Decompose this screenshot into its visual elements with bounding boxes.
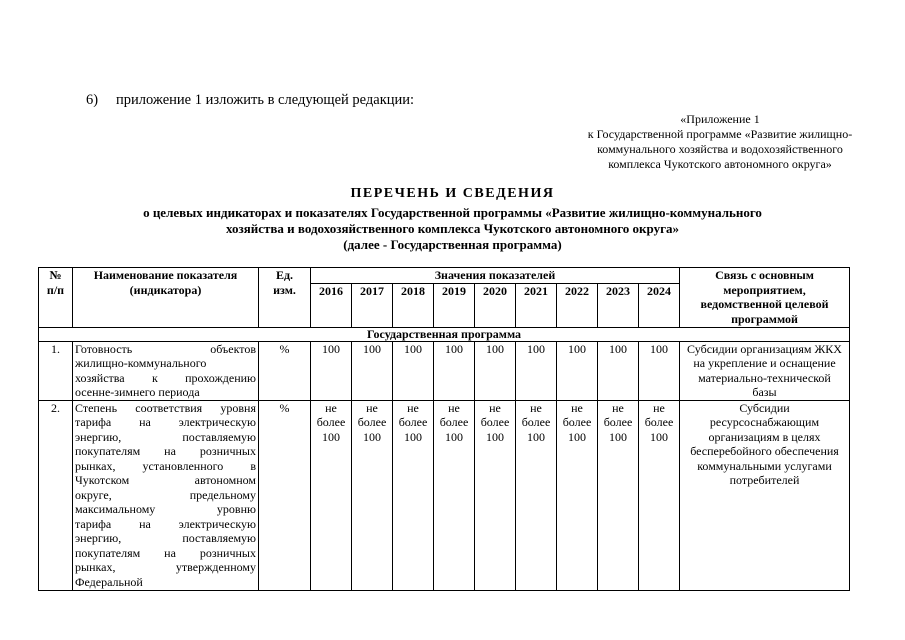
row-name-line: Готовность объектов [75,341,256,356]
row-name-line: тарифа на электрическую [75,516,256,531]
header-year: 2023 [598,283,639,327]
header-link-line: Связь с основным [715,268,814,282]
value-line: более [603,415,633,429]
section-row [39,327,850,341]
section-label: Государственная программа [39,327,850,341]
row-link-line: бесперебойного обеспечения [690,444,839,458]
value-line: более [439,415,469,429]
value-line: 100 [322,429,340,444]
value-line: не [653,400,665,415]
row-num: 1. [39,341,73,400]
row-value: 100 [475,341,516,400]
subtitle-line: хозяйства и водохозяйственного комплекса Чукотского автономного округа» [226,221,679,236]
intro-number: 6) [86,92,99,108]
table-row [39,341,850,400]
table-row [39,400,850,590]
row-link-line: ресурсоснабжающим [709,415,820,429]
row-link-line: коммунальными услугами [697,458,832,473]
appendix-header [555,112,885,172]
value-line: не [571,400,583,415]
value-line: 100 [527,429,545,444]
row-value [639,400,680,590]
row-value: 100 [311,341,352,400]
value-line: не [530,400,542,415]
appendix-line: коммунального хозяйства и водохозяйственного [597,142,843,156]
appendix-line: «Приложение 1 [680,112,760,126]
row-value [311,400,352,590]
header-num-line: п/п [46,282,65,297]
value-line: не [325,400,337,415]
row-name-line: осенне-зимнего периода [75,385,200,399]
row-link-line: на укрепление и оснащение [693,356,836,370]
header-unit-line: Ед. [275,268,294,282]
row-link-line: потребителей [729,473,800,487]
header-num-line: № [49,268,62,282]
header-year: 2019 [434,283,475,327]
header-unit-line: изм. [273,282,296,297]
value-line: 100 [445,429,463,444]
header-name-line: (индикатора) [129,282,202,297]
appendix-line: комплекса Чукотского автономного округа» [608,157,832,171]
header-unit [259,268,311,328]
row-value [557,400,598,590]
row-num: 2. [39,400,73,590]
row-link-line: Субсидии организациям ЖКХ [687,341,842,356]
value-line: 100 [363,429,381,444]
row-name [73,400,259,590]
header-name [73,268,259,328]
row-name-line: округе, предельному [75,487,256,502]
header-link-line: мероприятием, [723,282,806,297]
header-year: 2018 [393,283,434,327]
row-link-line: базы [752,385,777,399]
value-line: не [366,400,378,415]
row-value: 100 [393,341,434,400]
header-link-line: программой [731,311,798,326]
row-name-line: Степень соответствия уровня [75,400,256,415]
header-year: 2020 [475,283,516,327]
row-name-line: покупателям на розничных [75,545,256,560]
row-name-line: рынках, установленного в [75,458,256,473]
row-name-line: хозяйства к прохождению [75,370,256,385]
value-line: не [489,400,501,415]
row-value: 100 [639,341,680,400]
row-name-line: максимальному уровню [75,502,256,516]
header-link [680,268,850,328]
value-line: 100 [486,429,504,444]
header-year: 2016 [311,283,352,327]
row-value: 100 [516,341,557,400]
value-line: 100 [609,429,627,444]
row-name-line: рынках, утвержденному [75,560,256,574]
header-link-line: ведомственной целевой [700,297,829,311]
row-name-line: энергию, поставляемую [75,531,256,545]
row-value: 100 [598,341,639,400]
row-value [352,400,393,590]
value-line: более [398,415,428,429]
row-name [73,341,259,400]
value-line: более [562,415,592,429]
row-name-line: Чукотском автономном [75,473,256,487]
value-line: более [357,415,387,429]
document-subtitle [40,205,865,253]
header-num [39,268,73,328]
row-name-line: Федеральной [75,574,143,589]
value-line: 100 [568,429,586,444]
row-name-line: покупателям на розничных [75,444,256,458]
header-year: 2021 [516,283,557,327]
header-values: Значения показателей [311,268,680,284]
row-value: 100 [352,341,393,400]
value-line: более [480,415,510,429]
row-value: 100 [434,341,475,400]
indicators-table [38,267,850,591]
row-link-line: организациям в целях [708,429,821,444]
value-line: более [644,415,674,429]
row-unit: % [259,341,311,400]
value-line: не [407,400,419,415]
row-link-line: материально-технической [698,370,831,385]
row-name-line: энергию, поставляемую [75,429,256,444]
header-year: 2024 [639,283,680,327]
header-name-line: Наименование показателя [93,268,238,282]
value-line: не [448,400,460,415]
value-line: не [612,400,624,415]
value-line: 100 [404,429,422,444]
row-value [393,400,434,590]
subtitle-line: (далее - Государственная программа) [343,237,562,252]
row-link [680,341,850,400]
intro-line [86,92,414,109]
subtitle-line: о целевых индикаторах и показателях Государственной программы «Развитие жилищно-коммунального [143,205,762,220]
header-row [39,268,850,284]
row-value [475,400,516,590]
row-name-line: тарифа на электрическую [75,415,256,429]
row-value [598,400,639,590]
row-value [434,400,475,590]
header-year: 2022 [557,283,598,327]
document-title: ПЕРЕЧЕНЬ И СВЕДЕНИЯ [350,186,555,201]
row-value [516,400,557,590]
value-line: более [316,415,346,429]
intro-text: приложение 1 изложить в следующей редакции: [116,92,415,108]
row-link-line: Субсидии [739,400,790,415]
value-line: более [521,415,551,429]
row-value: 100 [557,341,598,400]
row-unit: % [259,400,311,590]
header-year: 2017 [352,283,393,327]
row-name-line: жилищно-коммунального [75,356,207,370]
row-link [680,400,850,590]
appendix-line: к Государственной программе «Развитие жилищно- [587,127,853,141]
value-line: 100 [650,429,668,444]
